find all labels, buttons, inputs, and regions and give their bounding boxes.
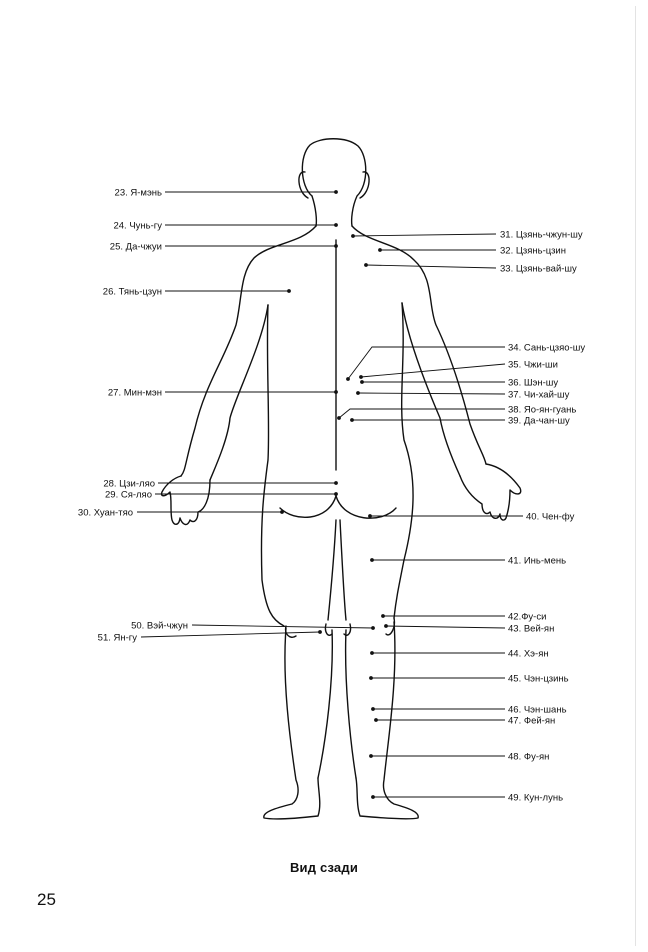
point-label: 23. Я-мэнь (114, 187, 162, 199)
leader-line (141, 632, 320, 637)
point-label: 26. Тянь-цзун (102, 286, 162, 298)
acupoint-dot (384, 624, 388, 628)
point-label: 49. Кун-лунь (508, 792, 564, 804)
leader-line (339, 409, 505, 418)
acupoint-dot (287, 289, 291, 293)
acupoint-dot (346, 377, 350, 381)
point-label: 31. Цзянь-чжун-шу (500, 229, 583, 241)
body-outline (162, 139, 521, 819)
leader-line (386, 626, 505, 628)
point-label: 27. Мин-мэн (107, 387, 162, 399)
point-label: 36. Шэн-шу (508, 377, 559, 389)
acupoint-dot (369, 754, 373, 758)
point-label: 35. Чжи-ши (508, 359, 558, 371)
acupoint-dot (364, 263, 368, 267)
leader-line (361, 364, 505, 377)
page-number: 25 (37, 890, 56, 909)
acupoint-dot (280, 510, 284, 514)
acupoint-dot (378, 248, 382, 252)
acupoint-dot (356, 391, 360, 395)
figure-caption: Вид сзади (289, 860, 359, 875)
acupoint-dot (371, 626, 375, 630)
point-label: 29. Ся-ляо (105, 489, 152, 501)
acupoint-dot (371, 795, 375, 799)
leader-line (353, 234, 496, 236)
acupoint-dot (374, 718, 378, 722)
point-label: 33. Цзянь-вай-шу (500, 263, 577, 275)
acupoint-dot (370, 558, 374, 562)
point-label: 43. Вей-ян (508, 623, 555, 635)
leader-line (358, 393, 505, 394)
acupoint-dot (350, 418, 354, 422)
acupoint-dot (359, 375, 363, 379)
acupoint-dot (351, 234, 355, 238)
point-label: 50. Вэй-чжун (131, 620, 188, 632)
point-label: 44. Хэ-ян (508, 648, 549, 660)
acupoint-dot (334, 244, 338, 248)
acupoint-dot (337, 416, 341, 420)
point-label: 51. Ян-гу (97, 632, 137, 644)
point-label: 30. Хуан-тяо (77, 507, 133, 519)
point-label: 32. Цзянь-цзин (500, 245, 566, 257)
acupoint-dot (334, 492, 338, 496)
acupoint-dot (381, 614, 385, 618)
acupoint-dot (334, 190, 338, 194)
point-label: 38. Яо-ян-гуань (508, 404, 577, 416)
point-label: 40. Чен-фу (526, 511, 575, 523)
acupoint-dot (318, 630, 322, 634)
point-label: 37. Чи-хай-шу (508, 389, 570, 401)
leader-line (366, 265, 496, 268)
acupoint-dot (360, 380, 364, 384)
point-label: 46. Чэн-шань (508, 704, 567, 716)
acupoint-dot (371, 707, 375, 711)
acupoint-dot (334, 390, 338, 394)
acupoint-dot (368, 514, 372, 518)
point-label: 48. Фу-ян (508, 751, 550, 763)
leader-line (348, 347, 505, 379)
point-label: 34. Сань-цзяо-шу (508, 342, 586, 354)
point-label: 24. Чунь-гу (113, 220, 162, 232)
point-label: 39. Да-чан-шу (508, 415, 570, 427)
point-label: 45. Чэн-цзинь (508, 673, 569, 685)
acupoint-dot (334, 481, 338, 485)
point-label: 47. Фей-ян (508, 715, 556, 727)
point-label: 28. Цзи-ляо (103, 478, 155, 490)
point-label: 42.Фу-си (508, 611, 547, 623)
point-label: 41. Инь-мень (508, 555, 567, 567)
acupoint-dot (369, 676, 373, 680)
acupoint-dot (370, 651, 374, 655)
point-label: 25. Да-чжуи (109, 241, 162, 253)
acupoint-dot (334, 223, 338, 227)
